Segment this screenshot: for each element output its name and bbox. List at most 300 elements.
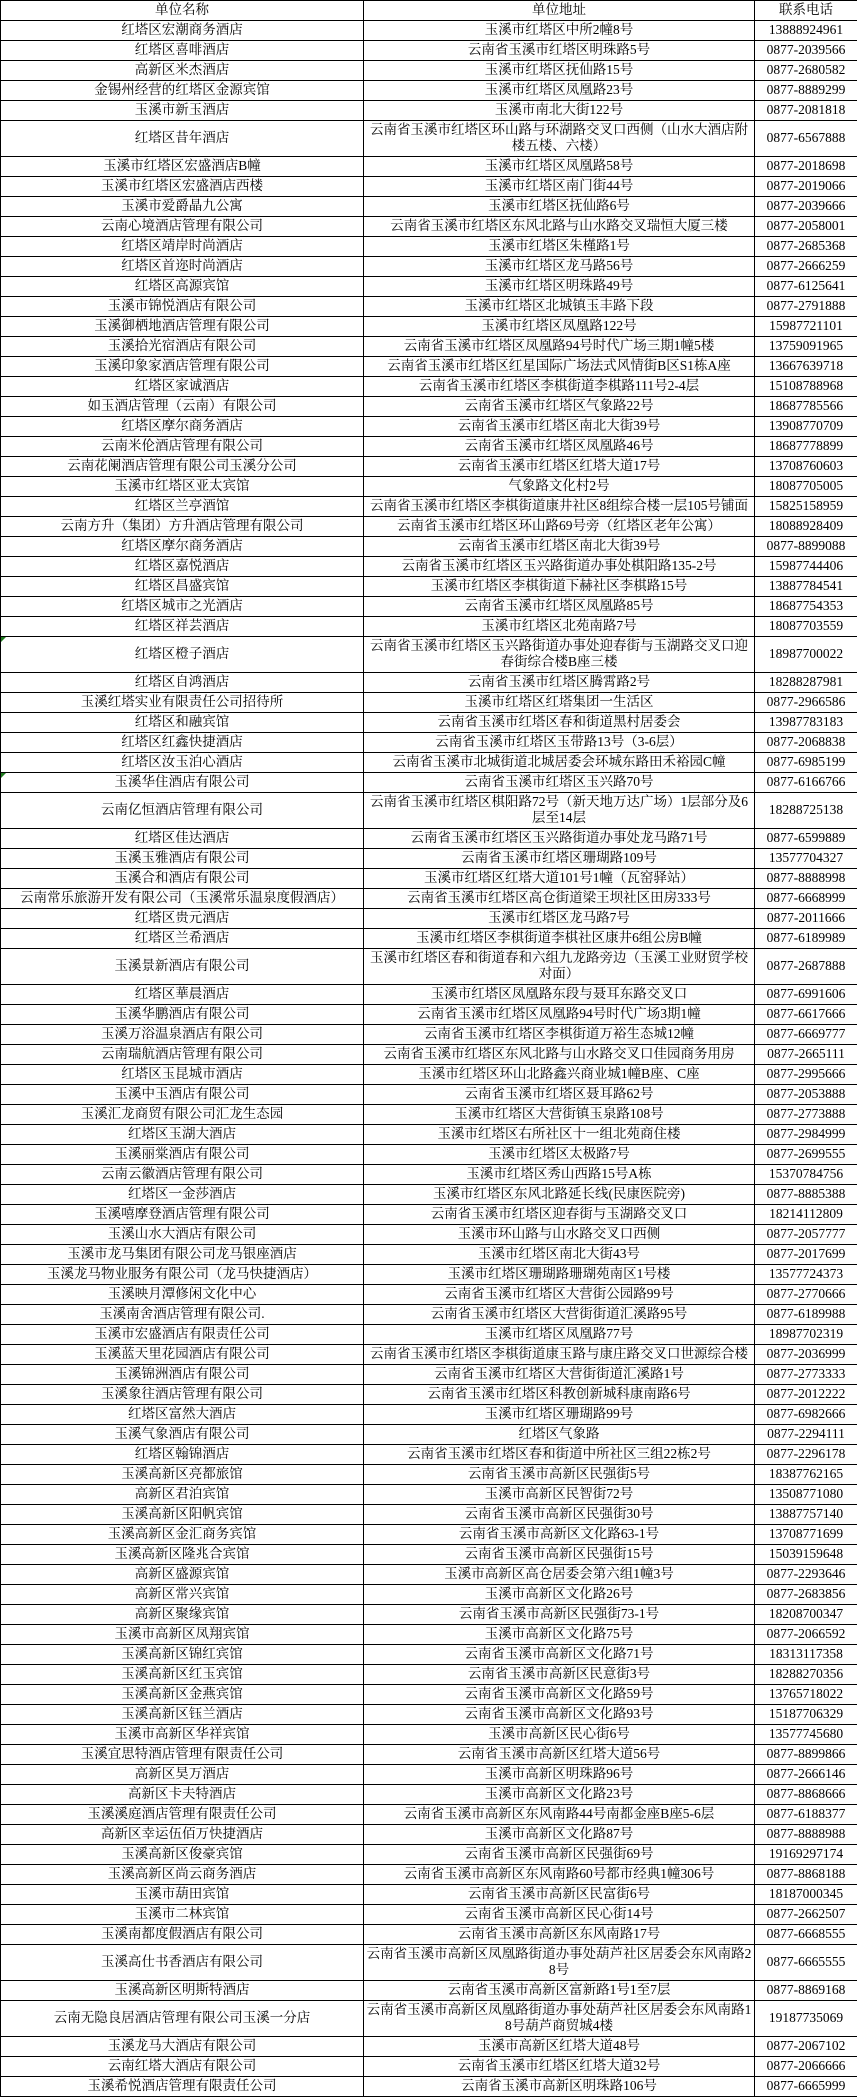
table-row	[1, 1864, 857, 1884]
unit-address-cell: 云南省玉溪市红塔区南北大街39号	[364, 536, 755, 556]
unit-name-cell: 云南无隐良居酒店管理有限公司玉溪一分店	[1, 2000, 364, 2036]
unit-name-cell: 红塔区首迩时尚酒店	[1, 256, 364, 276]
contact-phone-cell: 0877-2666259	[755, 256, 857, 276]
contact-phone-cell: 18987702319	[755, 1324, 857, 1344]
unit-address-cell: 云南省玉溪市高新区文化路71号	[364, 1644, 755, 1664]
unit-name-cell: 玉溪象往酒店管理有限公司	[1, 1384, 364, 1404]
contact-phone-cell: 0877-6188377	[755, 1804, 857, 1824]
table-row	[1, 596, 857, 616]
table-row	[1, 1504, 857, 1524]
header-unit-name: 单位名称	[1, 1, 364, 21]
contact-phone-cell: 0877-2770666	[755, 1284, 857, 1304]
contact-phone-cell: 0877-2017699	[755, 1244, 857, 1264]
unit-name-cell: 玉溪红塔实业有限责任公司招待所	[1, 692, 364, 712]
contact-phone-cell: 0877-2012222	[755, 1384, 857, 1404]
table-row	[1, 436, 857, 456]
unit-name-cell: 红塔区富然大酒店	[1, 1404, 364, 1424]
unit-address-cell: 云南省玉溪市高新区民强街5号	[364, 1464, 755, 1484]
header-row	[1, 1, 857, 21]
contact-phone-cell: 0877-6665555	[755, 1944, 857, 1980]
table-row	[1, 712, 857, 732]
unit-name-cell: 云南米伦酒店管理有限公司	[1, 436, 364, 456]
unit-name-cell: 玉溪龙马大酒店有限公司	[1, 2036, 364, 2056]
unit-address-cell: 玉溪市高新区文化路26号	[364, 1584, 755, 1604]
unit-name-cell: 玉溪印象家酒店管理有限公司	[1, 356, 364, 376]
contact-phone-cell: 0877-2066592	[755, 1624, 857, 1644]
contact-phone-cell: 13908770709	[755, 416, 857, 436]
contact-phone-cell: 13887757140	[755, 1504, 857, 1524]
unit-address-cell: 玉溪市红塔区春和街道春和六组九龙路旁边（玉溪工业财贸学校对面）	[364, 948, 755, 984]
unit-name-cell: 玉溪市锦悦酒店有限公司	[1, 296, 364, 316]
table-row	[1, 196, 857, 216]
unit-name-cell: 高新区卡夫特酒店	[1, 1784, 364, 1804]
contact-phone-cell: 0877-2057777	[755, 1224, 857, 1244]
unit-name-cell: 玉溪南都度假酒店有限公司	[1, 1924, 364, 1944]
contact-phone-cell: 0877-2680582	[755, 61, 857, 81]
table-row	[1, 868, 857, 888]
table-row	[1, 1244, 857, 1264]
unit-name-cell: 玉溪嘻摩登酒店管理有限公司	[1, 1204, 364, 1224]
contact-phone-cell: 0877-8868188	[755, 1864, 857, 1884]
unit-name-cell: 红塔区宏潮商务酒店	[1, 21, 364, 41]
unit-name-cell: 玉溪映月潭修闲文化中心	[1, 1284, 364, 1304]
unit-address-cell: 云南省玉溪市红塔区凤凰路46号	[364, 436, 755, 456]
unit-address-cell: 云南省玉溪市高新区凤凰路街道办事处葫芦社区居委会东风南路18号葫芦商贸城4楼	[364, 2000, 755, 2036]
contact-phone-cell: 0877-6982666	[755, 1404, 857, 1424]
unit-name-cell: 高新区君泊宾馆	[1, 1484, 364, 1504]
contact-phone-cell: 18208700347	[755, 1604, 857, 1624]
unit-name-cell: 红塔区靖岸时尚酒店	[1, 236, 364, 256]
unit-name-cell: 红塔区橙子酒店	[1, 636, 364, 672]
unit-address-cell: 云南省玉溪市高新区明珠路106号	[364, 2076, 755, 2096]
contact-phone-cell: 0877-6665999	[755, 2076, 857, 2096]
unit-name-cell: 玉溪蓝天里花园酒店有限公司	[1, 1344, 364, 1364]
table-row	[1, 121, 857, 157]
contact-phone-cell: 0877-2293646	[755, 1564, 857, 1584]
table-row	[1, 1980, 857, 2000]
contact-phone-cell: 18687785566	[755, 396, 857, 416]
contact-phone-cell: 18088928409	[755, 516, 857, 536]
unit-name-cell: 玉溪宜思特酒店管理有限责任公司	[1, 1744, 364, 1764]
contact-phone-cell: 0877-6599889	[755, 828, 857, 848]
unit-name-cell: 云南花阑酒店管理有限公司玉溪分公司	[1, 456, 364, 476]
unit-address-cell: 玉溪市高新区文化路23号	[364, 1784, 755, 1804]
contact-phone-cell: 0877-8888998	[755, 868, 857, 888]
contact-phone-cell: 0877-2018698	[755, 156, 857, 176]
table-row	[1, 1484, 857, 1504]
contact-phone-cell: 0877-2662507	[755, 1904, 857, 1924]
unit-address-cell: 云南省玉溪市红塔区环山路69号旁（红塔区老年公寓）	[364, 516, 755, 536]
unit-name-cell: 红塔区祥芸酒店	[1, 616, 364, 636]
unit-name-cell: 玉溪高新区明斯特酒店	[1, 1980, 364, 2000]
unit-address-cell: 玉溪市红塔区红塔大道101号1幢（瓦窑驿站）	[364, 868, 755, 888]
unit-address-cell: 玉溪市红塔区珊瑚路99号	[364, 1404, 755, 1424]
table-row	[1, 21, 857, 41]
table-row	[1, 1704, 857, 1724]
unit-name-cell: 红塔区红鑫快捷酒店	[1, 732, 364, 752]
unit-address-cell: 云南省玉溪市红塔区红塔大道32号	[364, 2056, 755, 2076]
contact-phone-cell: 13765718022	[755, 1684, 857, 1704]
contact-phone-cell: 0877-2683856	[755, 1584, 857, 1604]
unit-name-cell: 玉溪山水大酒店有限公司	[1, 1224, 364, 1244]
unit-address-cell: 云南省玉溪市红塔区李棋街道康玉路与康庄路交叉口世源综合楼	[364, 1344, 755, 1364]
unit-address-cell: 云南省玉溪市高新区民富街6号	[364, 1884, 755, 1904]
unit-address-cell: 云南省玉溪市红塔区李棋街道万裕生态城12幢	[364, 1024, 755, 1044]
unit-name-cell: 玉溪高新区锦红宾馆	[1, 1644, 364, 1664]
table-body	[1, 21, 857, 2097]
unit-name-cell: 玉溪拾光宿酒店有限公司	[1, 336, 364, 356]
table-row	[1, 516, 857, 536]
unit-address-cell: 云南省玉溪市高新区民强街30号	[364, 1504, 755, 1524]
table-row	[1, 216, 857, 236]
contact-phone-cell: 18288725138	[755, 792, 857, 828]
unit-address-cell: 玉溪市环山路与山水路交叉口西侧	[364, 1224, 755, 1244]
unit-address-cell: 玉溪市红塔区龙马路56号	[364, 256, 755, 276]
table-row	[1, 336, 857, 356]
unit-address-cell: 玉溪市红塔区凤凰路东段与聂耳东路交叉口	[364, 984, 755, 1004]
contact-phone-cell: 0877-2666146	[755, 1764, 857, 1784]
table-row	[1, 1604, 857, 1624]
contact-phone-cell: 13888924961	[755, 21, 857, 41]
contact-phone-cell: 0877-2067102	[755, 2036, 857, 2056]
unit-name-cell: 高新区聚缘宾馆	[1, 1604, 364, 1624]
contact-phone-cell: 0877-2058001	[755, 216, 857, 236]
unit-name-cell: 玉溪汇龙商贸有限公司汇龙生态园	[1, 1104, 364, 1124]
unit-name-cell: 红塔区汝玉泊心酒店	[1, 752, 364, 772]
table-row	[1, 1944, 857, 1980]
table-row	[1, 1284, 857, 1304]
contact-phone-cell: 0877-2036999	[755, 1344, 857, 1364]
unit-name-cell: 玉溪高新区阳帆宾馆	[1, 1504, 364, 1524]
unit-address-cell: 玉溪市红塔区朱槿路1号	[364, 236, 755, 256]
table-row	[1, 792, 857, 828]
table-row	[1, 1444, 857, 1464]
unit-address-cell: 玉溪市红塔区北城镇玉丰路下段	[364, 296, 755, 316]
unit-address-cell: 云南省玉溪市红塔区凤凰路94号时代广场3期1幢	[364, 1004, 755, 1024]
contact-phone-cell: 13708771699	[755, 1524, 857, 1544]
table-row	[1, 848, 857, 868]
unit-address-cell: 云南省玉溪市北城街道北城居委会环城东路田禾裕园C幢	[364, 752, 755, 772]
unit-address-cell: 云南省玉溪市红塔区玉带路13号（3-6层）	[364, 732, 755, 752]
table-row	[1, 1744, 857, 1764]
table-row	[1, 276, 857, 296]
unit-name-cell: 红塔区城市之光酒店	[1, 596, 364, 616]
contact-phone-cell: 0877-2053888	[755, 1084, 857, 1104]
contact-phone-cell: 0877-6669777	[755, 1024, 857, 1044]
unit-address-cell: 玉溪市红塔区环山北路鑫兴商业城1幢B座、C座	[364, 1064, 755, 1084]
table-row	[1, 1904, 857, 1924]
unit-address-cell: 玉溪市红塔区李棋街道下赫社区李棋路15号	[364, 576, 755, 596]
table-row	[1, 256, 857, 276]
table-row	[1, 536, 857, 556]
unit-address-cell: 红塔区气象路	[364, 1424, 755, 1444]
unit-name-cell: 红塔区華晨酒店	[1, 984, 364, 1004]
table-row	[1, 2000, 857, 2036]
table-row	[1, 1724, 857, 1744]
unit-address-cell: 玉溪市红塔区南北大街43号	[364, 1244, 755, 1264]
unit-name-cell: 玉溪万浴温泉酒店有限公司	[1, 1024, 364, 1044]
table-row	[1, 1164, 857, 1184]
table-row	[1, 456, 857, 476]
contact-phone-cell: 0877-2773888	[755, 1104, 857, 1124]
table-row	[1, 828, 857, 848]
unit-address-cell: 玉溪市红塔区李棋街道李棋社区康井6组公房B幢	[364, 928, 755, 948]
header-contact-phone: 联系电话	[755, 1, 857, 21]
unit-name-cell: 玉溪市红塔区宏盛酒店B幢	[1, 156, 364, 176]
contact-phone-cell: 0877-6668999	[755, 888, 857, 908]
unit-address-cell: 云南省玉溪市红塔区南北大街39号	[364, 416, 755, 436]
unit-name-cell: 红塔区摩尔商务酒店	[1, 536, 364, 556]
table-row	[1, 1184, 857, 1204]
unit-name-cell: 红塔区嘉悦酒店	[1, 556, 364, 576]
unit-name-cell: 玉溪市龙马集团有限公司龙马银座酒店	[1, 1244, 364, 1264]
contact-phone-cell: 0877-2081818	[755, 101, 857, 121]
unit-name-cell: 玉溪丽棠酒店有限公司	[1, 1144, 364, 1164]
contact-phone-cell: 18087705005	[755, 476, 857, 496]
unit-name-cell: 高新区米杰酒店	[1, 61, 364, 81]
unit-address-cell: 玉溪市高新区文化路75号	[364, 1624, 755, 1644]
unit-name-cell: 玉溪市新玉酒店	[1, 101, 364, 121]
table-row	[1, 81, 857, 101]
contact-phone-cell: 0877-8899088	[755, 536, 857, 556]
unit-name-cell: 红塔区家诚酒店	[1, 376, 364, 396]
unit-address-cell: 云南省玉溪市红塔区东风北路与山水路交叉口佳园商务用房	[364, 1044, 755, 1064]
unit-address-cell: 玉溪市红塔区抚仙路6号	[364, 196, 755, 216]
table-row	[1, 948, 857, 984]
unit-address-cell: 玉溪市红塔区抚仙路15号	[364, 61, 755, 81]
table-row	[1, 1844, 857, 1864]
table-row	[1, 1524, 857, 1544]
table-row	[1, 1664, 857, 1684]
contact-phone-cell: 13887784541	[755, 576, 857, 596]
table-row	[1, 2076, 857, 2096]
table-row	[1, 888, 857, 908]
unit-address-cell: 玉溪市红塔区北苑南路7号	[364, 616, 755, 636]
contact-phone-cell: 0877-6668555	[755, 1924, 857, 1944]
unit-name-cell: 云南云徽酒店管理有限公司	[1, 1164, 364, 1184]
table-row	[1, 1784, 857, 1804]
unit-name-cell: 如玉酒店管理（云南）有限公司	[1, 396, 364, 416]
unit-address-cell: 云南省玉溪市高新区红塔大道56号	[364, 1744, 755, 1764]
unit-name-cell: 玉溪市高新区华祥宾馆	[1, 1724, 364, 1744]
unit-name-cell: 玉溪华住酒店有限公司	[1, 772, 364, 792]
contact-phone-cell: 0877-2066666	[755, 2056, 857, 2076]
table-row	[1, 1924, 857, 1944]
unit-address-cell: 气象路文化村2号	[364, 476, 755, 496]
contact-phone-cell: 15370784756	[755, 1164, 857, 1184]
unit-address-cell: 云南省玉溪市红塔区大营街街道汇溪路1号	[364, 1364, 755, 1384]
unit-name-cell: 金锡州经营的红塔区金源宾馆	[1, 81, 364, 101]
unit-address-cell: 玉溪市红塔区明珠路49号	[364, 276, 755, 296]
table-row	[1, 296, 857, 316]
unit-address-cell: 云南省玉溪市红塔区春和街道黑村居委会	[364, 712, 755, 732]
unit-name-cell: 云南亿恒酒店管理有限公司	[1, 792, 364, 828]
unit-name-cell: 玉溪华鹏酒店有限公司	[1, 1004, 364, 1024]
unit-address-cell: 云南省玉溪市红塔区玉兴路70号	[364, 772, 755, 792]
table-row	[1, 732, 857, 752]
unit-address-cell: 玉溪市高新区明珠路96号	[364, 1764, 755, 1784]
unit-address-cell: 云南省玉溪市高新区文化路59号	[364, 1684, 755, 1704]
table-row	[1, 1204, 857, 1224]
table-row	[1, 928, 857, 948]
contact-phone-cell: 0877-2011666	[755, 908, 857, 928]
unit-name-cell: 玉溪高新区红玉宾馆	[1, 1664, 364, 1684]
unit-address-cell: 云南省玉溪市红塔区高仓街道梁王坝社区田房333号	[364, 888, 755, 908]
contact-phone-cell: 0877-6991606	[755, 984, 857, 1004]
table-row	[1, 1424, 857, 1444]
contact-phone-cell: 0877-8885388	[755, 1184, 857, 1204]
header-unit-address: 单位地址	[364, 1, 755, 21]
unit-address-cell: 玉溪市高新区文化路87号	[364, 1824, 755, 1844]
table-row	[1, 1644, 857, 1664]
table-row	[1, 156, 857, 176]
table-row	[1, 1624, 857, 1644]
table-row	[1, 1824, 857, 1844]
unit-name-cell: 红塔区喜啡酒店	[1, 41, 364, 61]
unit-address-cell: 玉溪市红塔区凤凰路122号	[364, 316, 755, 336]
contact-phone-cell: 18288270356	[755, 1664, 857, 1684]
unit-address-cell: 云南省玉溪市高新区民意街3号	[364, 1664, 755, 1684]
unit-name-cell: 玉溪景新酒店有限公司	[1, 948, 364, 984]
unit-address-cell: 云南省玉溪市红塔区玉兴路街道办事处迎春街与玉湖路交叉口迎春街综合楼B座三楼	[364, 636, 755, 672]
unit-name-cell: 红塔区一金莎酒店	[1, 1184, 364, 1204]
unit-name-cell: 红塔区昌盛宾馆	[1, 576, 364, 596]
table-row	[1, 1324, 857, 1344]
table-row	[1, 616, 857, 636]
unit-address-cell: 云南省玉溪市红塔区凤凰路94号时代广场三期1幢5楼	[364, 336, 755, 356]
unit-address-cell: 云南省玉溪市红塔区大营街街道汇溪路95号	[364, 1304, 755, 1324]
unit-address-cell: 玉溪市红塔区南门街44号	[364, 176, 755, 196]
contact-phone-cell: 0877-2068838	[755, 732, 857, 752]
table-row	[1, 1384, 857, 1404]
table-row	[1, 984, 857, 1004]
contact-phone-cell: 18214112809	[755, 1204, 857, 1224]
contact-phone-cell: 15187706329	[755, 1704, 857, 1724]
unit-address-cell: 玉溪市红塔区太极路7号	[364, 1144, 755, 1164]
contact-phone-cell: 0877-6617666	[755, 1004, 857, 1024]
unit-name-cell: 玉溪高新区尚云商务酒店	[1, 1864, 364, 1884]
unit-name-cell: 红塔区昔年酒店	[1, 121, 364, 157]
contact-phone-cell: 18387762165	[755, 1464, 857, 1484]
unit-address-cell: 云南省玉溪市高新区文化路63-1号	[364, 1524, 755, 1544]
table-row	[1, 1084, 857, 1104]
table-row	[1, 1124, 857, 1144]
unit-name-cell: 玉溪高新区亮都旅馆	[1, 1464, 364, 1484]
unit-name-cell: 红塔区兰希酒店	[1, 928, 364, 948]
unit-name-cell: 红塔区高源宾馆	[1, 276, 364, 296]
contact-phone-cell: 0877-2019066	[755, 176, 857, 196]
table-row	[1, 1144, 857, 1164]
contact-phone-cell: 0877-6985199	[755, 752, 857, 772]
unit-address-cell: 玉溪市高新区民心街6号	[364, 1724, 755, 1744]
contact-phone-cell: 15039159648	[755, 1544, 857, 1564]
table-row	[1, 576, 857, 596]
unit-address-cell: 云南省玉溪市高新区民强街15号	[364, 1544, 755, 1564]
unit-address-cell: 云南省玉溪市高新区凤凰路街道办事处葫芦社区居委会东风南路28号	[364, 1944, 755, 1980]
unit-address-cell: 玉溪市红塔区龙马路7号	[364, 908, 755, 928]
contact-phone-cell: 0877-8868666	[755, 1784, 857, 1804]
unit-address-cell: 玉溪市高新区高仓居委会第六组1幢3号	[364, 1564, 755, 1584]
unit-address-cell: 玉溪市红塔区右所社区十一组北苑商住楼	[364, 1124, 755, 1144]
table-row	[1, 496, 857, 516]
table-row	[1, 61, 857, 81]
unit-name-cell: 云南方升（集团）方升酒店管理有限公司	[1, 516, 364, 536]
unit-address-cell: 玉溪市红塔区中所2幢8号	[364, 21, 755, 41]
unit-name-cell: 高新区盛源宾馆	[1, 1564, 364, 1584]
unit-name-cell: 玉溪市宏盛酒店有限责任公司	[1, 1324, 364, 1344]
unit-address-cell: 云南省玉溪市红塔区凤凰路85号	[364, 596, 755, 616]
contact-phone-cell: 0877-2791888	[755, 296, 857, 316]
unit-name-cell: 红塔区佳达酒店	[1, 828, 364, 848]
unit-name-cell: 玉溪高新区钰兰酒店	[1, 1704, 364, 1724]
table-row	[1, 2056, 857, 2076]
unit-address-cell: 云南省玉溪市红塔区科教创新城科康南路6号	[364, 1384, 755, 1404]
contact-phone-cell: 0877-6189989	[755, 928, 857, 948]
table-row	[1, 1584, 857, 1604]
contact-phone-cell: 18313117358	[755, 1644, 857, 1664]
table-row	[1, 1064, 857, 1084]
unit-name-cell: 高新区幸运伍佰万快捷酒店	[1, 1824, 364, 1844]
table-row	[1, 908, 857, 928]
table-row	[1, 1684, 857, 1704]
unit-address-cell: 玉溪市红塔区秀山西路15号A栋	[364, 1164, 755, 1184]
unit-name-cell: 玉溪高仕书香酒店有限公司	[1, 1944, 364, 1980]
unit-address-cell: 云南省玉溪市红塔区大营街公园路99号	[364, 1284, 755, 1304]
table-row	[1, 1804, 857, 1824]
table-row	[1, 1104, 857, 1124]
unit-name-cell: 玉溪玉雅酒店有限公司	[1, 848, 364, 868]
unit-address-cell: 云南省玉溪市红塔区玉兴路街道办事处棋阳路135-2号	[364, 556, 755, 576]
unit-name-cell: 玉溪市红塔区亚太宾馆	[1, 476, 364, 496]
unit-address-cell: 云南省玉溪市红塔区东风北路与山水路交叉瑞恒大厦三楼	[364, 216, 755, 236]
unit-name-cell: 云南瑞航酒店管理有限公司	[1, 1044, 364, 1064]
contact-phone-cell: 0877-2984999	[755, 1124, 857, 1144]
contact-phone-cell: 19187735069	[755, 2000, 857, 2036]
unit-name-cell: 玉溪市葫田宾馆	[1, 1884, 364, 1904]
unit-address-cell: 云南省玉溪市高新区东风南路60号都市经典1幢306号	[364, 1864, 755, 1884]
contact-phone-cell: 0877-6125641	[755, 276, 857, 296]
unit-address-cell: 云南省玉溪市红塔区李棋街道康井社区8组综合楼一层105号铺面	[364, 496, 755, 516]
unit-address-cell: 玉溪市红塔区凤凰路58号	[364, 156, 755, 176]
contact-phone-cell: 13759091965	[755, 336, 857, 356]
unit-address-cell: 云南省玉溪市高新区东风南路44号南都金座B座5-6层	[364, 1804, 755, 1824]
contact-phone-cell: 0877-6166766	[755, 772, 857, 792]
contact-phone-cell: 0877-8899866	[755, 1744, 857, 1764]
contact-phone-cell: 0877-2039666	[755, 196, 857, 216]
table-row	[1, 1264, 857, 1284]
unit-name-cell: 玉溪高新区金燕宾馆	[1, 1684, 364, 1704]
unit-name-cell: 玉溪市二林宾馆	[1, 1904, 364, 1924]
table-row	[1, 1464, 857, 1484]
unit-address-cell: 玉溪市高新区红塔大道48号	[364, 2036, 755, 2056]
unit-address-cell: 玉溪市高新区民智街72号	[364, 1484, 755, 1504]
table-row	[1, 316, 857, 336]
unit-address-cell: 云南省玉溪市高新区东风南路17号	[364, 1924, 755, 1944]
table-row	[1, 1764, 857, 1784]
unit-name-cell: 玉溪锦洲酒店有限公司	[1, 1364, 364, 1384]
unit-address-cell: 云南省玉溪市红塔区明珠路5号	[364, 41, 755, 61]
unit-name-cell: 红塔区玉昆城市酒店	[1, 1064, 364, 1084]
contact-phone-cell: 13577704327	[755, 848, 857, 868]
unit-name-cell: 玉溪高新区金汇商务宾馆	[1, 1524, 364, 1544]
table-row	[1, 1344, 857, 1364]
table-row	[1, 2036, 857, 2056]
unit-address-cell: 云南省玉溪市高新区民强街69号	[364, 1844, 755, 1864]
table-row	[1, 556, 857, 576]
unit-name-cell: 红塔区翰锦酒店	[1, 1444, 364, 1464]
unit-address-cell: 云南省玉溪市红塔区玉兴路街道办事处龙马路71号	[364, 828, 755, 848]
table-row	[1, 396, 857, 416]
